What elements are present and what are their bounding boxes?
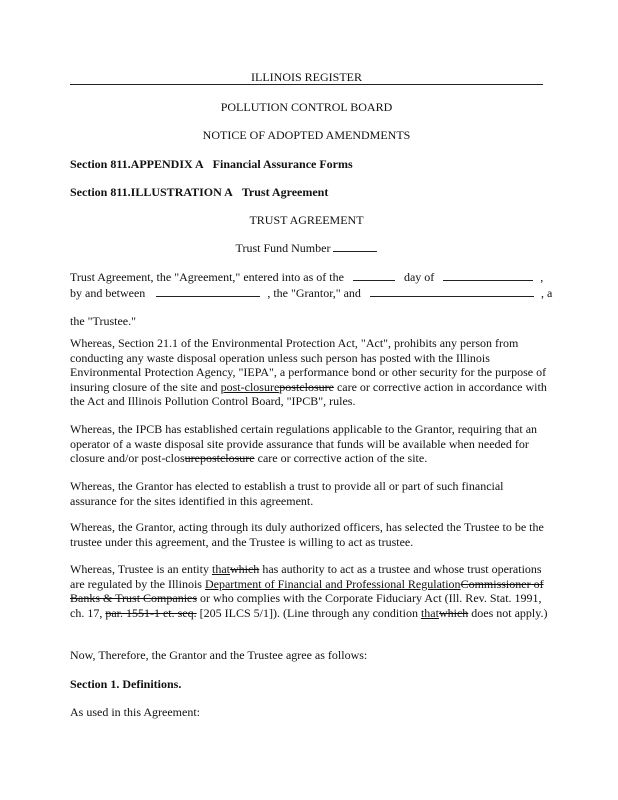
trust-fund-label: Trust Fund Number: [235, 241, 331, 255]
trustee-blank: [370, 286, 534, 297]
section-1-heading: Section 1. Definitions.: [70, 677, 182, 691]
deleted-text: par. 1551-1 et. seq.: [105, 605, 197, 620]
trust-fund-number-line: [70, 241, 543, 256]
now-therefore-line: Now, Therefore, the Grantor and the Trustee agree as follows:: [70, 648, 368, 662]
register-heading: ILLINOIS REGISTER: [251, 70, 362, 84]
board-heading: POLLUTION CONTROL BOARD: [220, 100, 393, 114]
trust-fund-number-blank: [333, 241, 377, 252]
inserted-text: post-closure: [220, 379, 280, 394]
whereas-2-text-a: Whereas, the IPCB has established certain regulations applicable to the Grantor, requiring that an operator of a waste disposal site provide assurance that funds will be available when needed for closure and/or post-clos: [70, 422, 538, 466]
grantor-blank: [156, 286, 260, 297]
whereas-5-text-a: Whereas, Trustee is an entity: [70, 562, 212, 576]
header-rule: [70, 84, 543, 85]
intro-text-entered: Trust Agreement, the "Agreement," entered into as of the: [70, 270, 344, 284]
whereas-paragraph-4: Whereas, the Grantor, acting through its duly authorized officers, has selected the Trustee to be the trustee under this agreement, and the Trustee is willing to act as trustee.: [70, 520, 544, 549]
illustration-number: Section 811.ILLUSTRATION A: [70, 185, 233, 199]
appendix-title: Financial Assurance Forms: [212, 157, 353, 171]
whereas-5-text-e: does not apply.): [468, 605, 548, 620]
whereas-paragraph-2: [70, 422, 548, 466]
whereas-paragraph-5: [70, 562, 548, 620]
deleted-text: which: [438, 605, 469, 620]
deleted-text: urepostclosure: [184, 451, 255, 466]
document-title: TRUST AGREEMENT: [249, 213, 364, 227]
intro-line-3: the "Trustee.": [70, 314, 137, 328]
whereas-5-text-b: has authority to act as a trustee and whose trust operations are regulated by the Illinois: [70, 562, 542, 591]
inserted-text: Department of Financial and Professional Regulation: [204, 576, 461, 591]
as-used-line: As used in this Agreement:: [70, 705, 200, 719]
intro-line-2: [70, 286, 552, 301]
intro-comma: ,: [540, 270, 544, 284]
appendix-section-heading: [70, 157, 353, 172]
intro-text-day-of: day of: [403, 270, 435, 284]
whereas-5-text-d: [205 ILCS 5/1]). (Line through any condition: [196, 605, 421, 620]
whereas-2-text-b: care or corrective action of the site.: [254, 451, 428, 466]
deleted-text: which: [229, 562, 260, 576]
inserted-text: that: [211, 562, 230, 576]
intro-text-grantor: , the "Grantor," and: [267, 286, 361, 300]
whereas-1-text-a: Whereas, Section 21.1 of the Environmental Protection Act, "Act", prohibits any person from conducting any waste disposal operation unless such person has posted with the Illinois Environmental Protection Agency, "IEPA", a performance bond or other security for the purpose of insuring closure of the site and: [70, 336, 547, 394]
whereas-5-text-c: or who complies with the Corporate Fiduciary Act (Ill. Rev. Stat. 1991, ch. 17,: [70, 591, 542, 620]
deleted-text: Commissioner of Banks & Trust Companies: [70, 576, 544, 606]
inserted-text: that: [420, 605, 439, 620]
month-year-blank: [443, 270, 533, 281]
intro-line-1: [70, 270, 543, 285]
deleted-text: postclosure: [279, 379, 334, 394]
notice-heading: NOTICE OF ADOPTED AMENDMENTS: [202, 128, 411, 142]
illustration-title: Trust Agreement: [241, 185, 329, 199]
whereas-paragraph-3: Whereas, the Grantor has elected to establish a trust to provide all or part of such financial assurance for the sites identified in this agreement.: [70, 479, 504, 508]
appendix-number: Section 811.APPENDIX A: [70, 157, 204, 171]
whereas-paragraph-1: [70, 336, 548, 409]
intro-text-between: by and between: [70, 286, 146, 300]
day-blank: [353, 270, 395, 281]
whereas-1-text-b: care or corrective action in accordance with the Act and Illinois Pollution Control Board, "IPCB", rules.: [70, 379, 547, 409]
illustration-section-heading: [70, 185, 328, 200]
intro-text-a: , a: [540, 286, 553, 300]
